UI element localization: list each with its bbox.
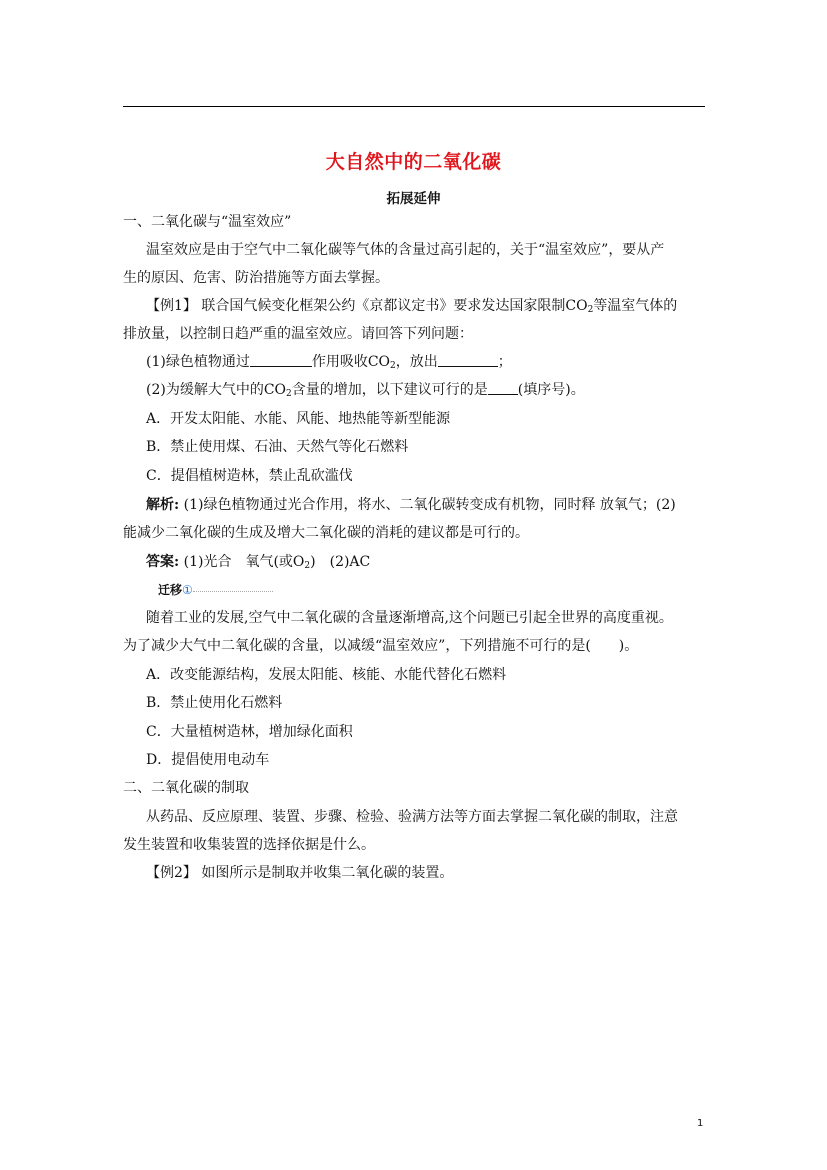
question-2-text-b: 含量的增加，以下建议可行的是 [291, 382, 488, 398]
intro-paragraph-1-line-1: 温室效应是由于空气中二氧化碳等气体的含量过高引起的，关于“温室效应”，要从产 [146, 242, 665, 258]
transfer-option-b: B．禁止使用化石燃料 [146, 695, 283, 711]
answer-blank [250, 353, 312, 367]
question-2-text-c: (填序号)。 [517, 382, 585, 398]
subscript: 2 [587, 305, 594, 315]
section-subtitle: 拓展延伸 [386, 191, 441, 207]
option-b: B．禁止使用煤、石油、天然气等化石燃料 [146, 439, 409, 455]
example-2-line [146, 863, 709, 883]
transfer-option-a: A．改变能源结构，发展太阳能、核能、水能代替化石燃料 [146, 667, 507, 683]
transfer-number: ① [182, 583, 193, 597]
answer-line [146, 552, 709, 576]
page-number: 1 [697, 1118, 704, 1129]
subscript: 2 [304, 561, 311, 571]
question-2-text-a: (2)为缓解大气中的CO [146, 382, 287, 398]
section-heading-2: 二、二氧化碳的制取 [123, 780, 249, 796]
answer-blank [488, 381, 518, 395]
example-1-line-1 [146, 296, 709, 320]
answer-blank [438, 353, 498, 367]
dotted-divider [193, 591, 273, 592]
option-c: C．提倡植树造林，禁止乱砍滥伐 [146, 468, 353, 484]
question-1-text-c: ，放出 [395, 354, 438, 370]
answer-label: 答案: [146, 554, 180, 570]
answer-text-a: (1)光合 氧气(或O [179, 554, 305, 570]
example-1-text-b: 等温室气体的 [593, 298, 678, 314]
transfer-option-d: D．提倡使用电动车 [146, 752, 270, 768]
transfer-text-line-1: 随着工业的发展,空气中二氧化碳的含量逐渐增高,这个问题已引起全世界的高度重视。 [146, 610, 673, 626]
question-2 [146, 380, 709, 404]
solution-line-1 [146, 495, 709, 515]
intro-paragraph-2-line-1: 从药品、反应原理、装置、步骤、检验、验满方法等方面去掌握二氧化碳的制取，注意 [146, 809, 678, 825]
header-rule [123, 106, 705, 107]
page-title: 大自然中的二氧化碳 [325, 151, 502, 173]
transfer-label: 迁移 [158, 583, 183, 597]
option-a: A．开发太阳能、水能、风能、地热能等新型能源 [146, 411, 451, 427]
example-1-tag: 【例1】 [146, 298, 197, 314]
solution-line-2: 能减少二氧化碳的生成及增大二氧化碳的消耗的建议都是可行的。 [123, 525, 529, 541]
section-heading-1: 一、二氧化碳与“温室效应” [123, 214, 292, 230]
transfer-text-line-2: 为了减少大气中二氧化碳的含量，以减缓“温室效应”，下列措施不可行的是( )。 [123, 638, 639, 654]
intro-paragraph-2-line-2: 发生装置和收集装置的选择依据是什么。 [123, 837, 375, 853]
answer-text-b: ) (2)AC [310, 554, 371, 570]
question-1-text-b: 作用吸收CO [311, 354, 391, 370]
question-1 [146, 352, 709, 376]
example-2-text: 如图所示是制取并收集二氧化碳的装置。 [201, 865, 454, 881]
transfer-heading [158, 580, 698, 600]
example-2-tag: 【例2】 [146, 865, 197, 881]
subscript: 2 [286, 389, 292, 399]
question-1-text-d: ； [497, 354, 512, 370]
question-1-text-a: (1)绿色植物通过 [146, 354, 250, 370]
example-1-text-a: 联合国气候变化框架公约《京都议定书》要求发达国家限制CO [201, 298, 588, 314]
example-1-line-2: 排放量，以控制日趋严重的温室效应。请回答下列问题： [123, 326, 473, 342]
transfer-option-c: C．大量植树造林，增加绿化面积 [146, 724, 353, 740]
subscript: 2 [390, 361, 396, 371]
solution-text-a: (1)绿色植物通过光合作用，将水、二氧化碳转变成有机物，同时释 放氧气；(2) [179, 497, 676, 513]
solution-label: 解析: [146, 497, 180, 513]
intro-paragraph-1-line-2: 生的原因、危害、防治措施等方面去掌握。 [123, 270, 389, 286]
